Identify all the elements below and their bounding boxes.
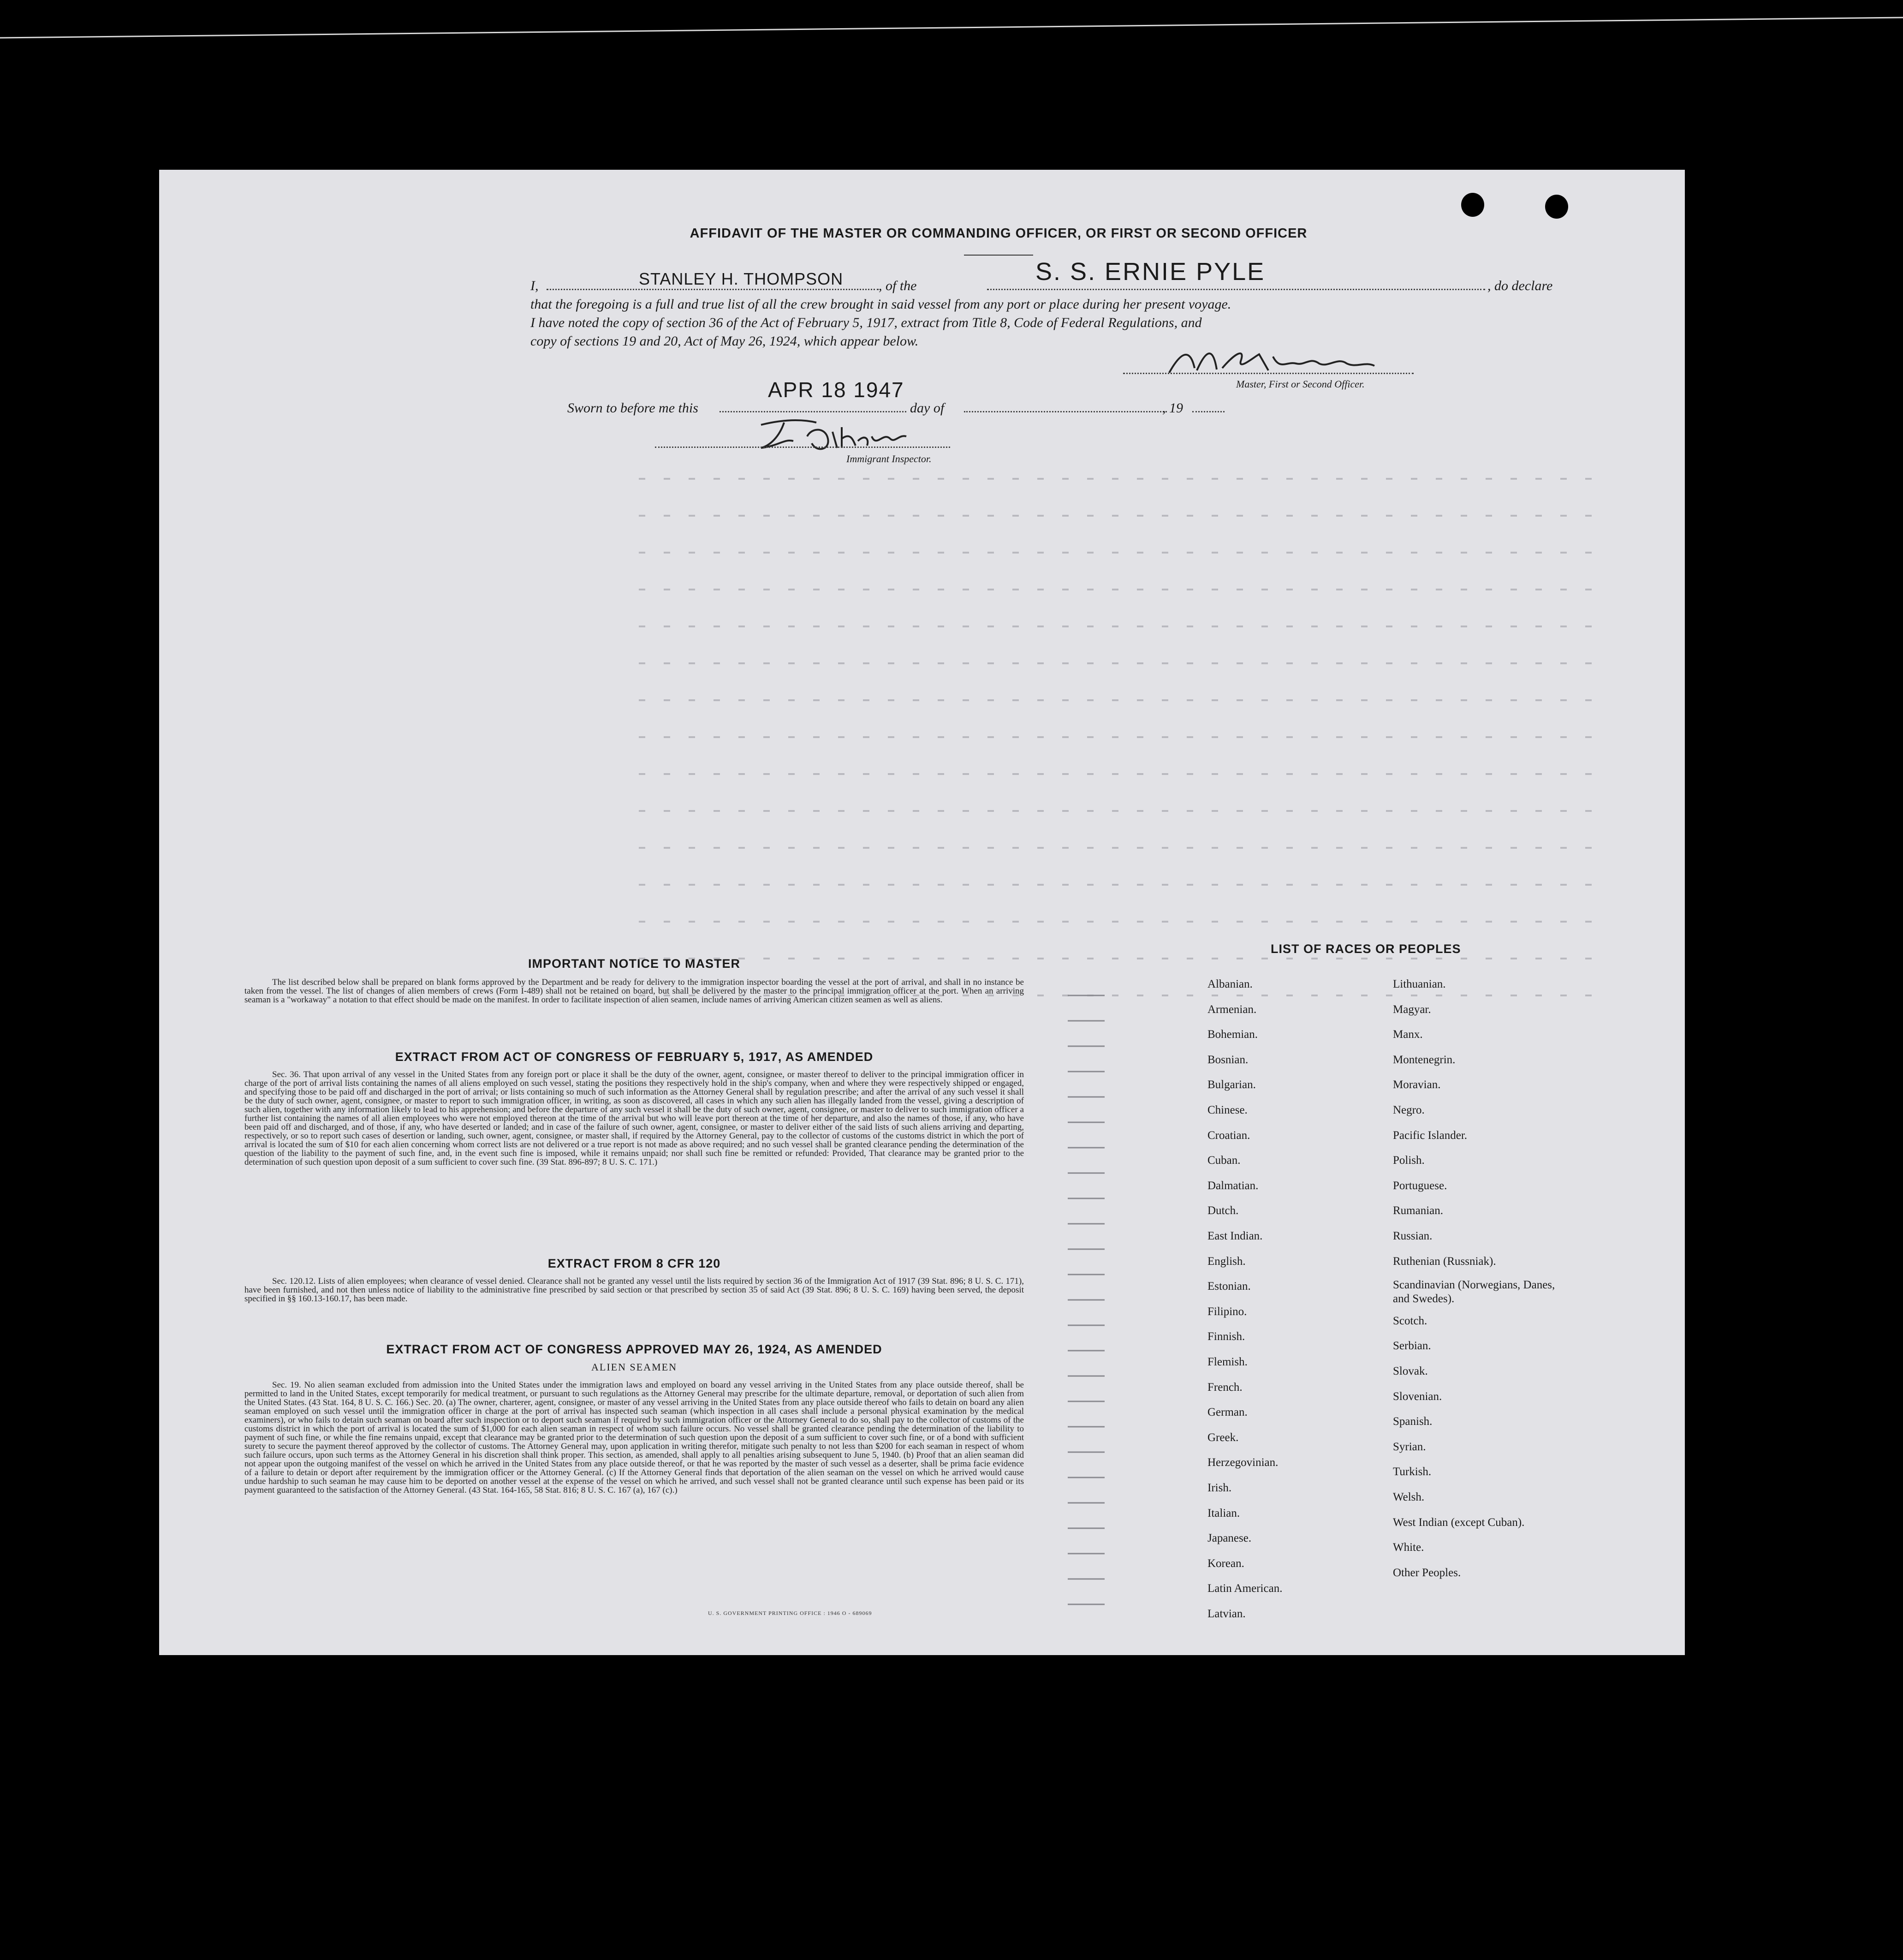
race-item: Latin American. bbox=[1207, 1582, 1283, 1595]
punch-hole bbox=[1545, 195, 1568, 219]
declaration-line-2: that the foregoing is a full and true list of all the crew brought in said vessel from any port or place during her present voyage. bbox=[530, 297, 1231, 312]
race-item: Scotch. bbox=[1393, 1314, 1427, 1327]
declarant-name: STANLEY H. THOMPSON bbox=[639, 269, 844, 288]
notice-body: The list described below shall be prepared on blank forms approved by the Department and be ready for delivery to the immigration inspector boarding the vessel at the port of arrival, and shall in no instance be taken from the vessel. The list of changes of alien members of crews (Form I-489) shall not be retained on board, but shall be delivered by the master to the principal immigration officer at the port. When an arriving seaman is a "workaway" a notation to that effect should be made on the manifest. In order to facilitate inspection of alien seamen, include names of arriving American citizen seamen as well as aliens. bbox=[244, 977, 1024, 1005]
race-item: Moravian. bbox=[1393, 1078, 1441, 1091]
race-item: Croatian. bbox=[1207, 1129, 1250, 1142]
race-item: Portuguese. bbox=[1393, 1179, 1447, 1192]
day-of-text: day of bbox=[910, 400, 945, 416]
punch-hole bbox=[1714, 1085, 1737, 1109]
sworn-month-line bbox=[964, 411, 1167, 412]
master-signature-line bbox=[1123, 373, 1414, 374]
document-sheet bbox=[159, 170, 1685, 1655]
extract-cfr-body: Sec. 120.12. Lists of alien employees; when clearance of vessel denied. Clearance shall not be granted any vessel until the lists required by section 36 of the Immigration Act of 1917 (39 Stat. 896; 8 U. S. C. 171), have been furnished, and not then unless notice of liability to the administrative fine prescribed by said section or that prescribed by section 35 of said Act (39 Stat. 896; 8 U. S. C. 169) having been served, the deposit specified in §§ 160.13-160.17, has been made. bbox=[244, 1276, 1024, 1304]
title-rule bbox=[964, 255, 1033, 256]
race-item: Cuban. bbox=[1207, 1154, 1241, 1167]
printing-office-footer: U. S. GOVERNMENT PRINTING OFFICE : 1946 O - 689069 bbox=[708, 1610, 872, 1616]
race-item: Turkish. bbox=[1393, 1466, 1432, 1478]
race-item: Syrian. bbox=[1393, 1440, 1426, 1453]
master-caption: Master, First or Second Officer. bbox=[1236, 378, 1365, 390]
punch-hole bbox=[1713, 1160, 1736, 1184]
race-item: Dalmatian. bbox=[1207, 1179, 1259, 1192]
races-title: LIST OF RACES OR PEOPLES bbox=[1271, 942, 1461, 956]
page-edge-line bbox=[0, 0, 1903, 42]
extract-1924-subtitle: ALIEN SEAMEN bbox=[591, 1361, 677, 1373]
inspector-signature bbox=[752, 413, 927, 455]
race-item: Flemish. bbox=[1207, 1356, 1248, 1368]
punch-hole bbox=[1461, 193, 1484, 217]
race-item: Irish. bbox=[1207, 1482, 1232, 1494]
race-item: German. bbox=[1207, 1406, 1248, 1419]
punch-hole bbox=[1713, 1375, 1736, 1399]
race-item: Bohemian. bbox=[1207, 1028, 1258, 1041]
race-item: Polish. bbox=[1393, 1154, 1425, 1167]
punch-hole bbox=[1707, 297, 1730, 321]
declaration-line-4: copy of sections 19 and 20, Act of May 26, 1924, which appear below. bbox=[530, 334, 919, 349]
bleed-through-dashes bbox=[1063, 991, 1114, 1637]
of-the-text: , of the bbox=[879, 278, 917, 293]
race-item: Armenian. bbox=[1207, 1003, 1257, 1016]
affidavit-title: AFFIDAVIT OF THE MASTER OR COMMANDING OFFICER, OR FIRST OR SECOND OFFICER bbox=[690, 226, 1308, 241]
punch-hole bbox=[1707, 374, 1731, 398]
bleed-through-marks bbox=[639, 465, 1607, 1009]
extract-1917-body: Sec. 36. That upon arrival of any vessel in the United States from any foreign port or place it shall be the duty of the owner, agent, consignee, or master thereof to deliver to the principal immigration officer in charge of the port of arrival lists containing the names of all aliens employed on such vessel, stating the positions they respectively hold in the ship's company, when and where they were respectively shipped or engaged, and specifying those to be paid off and discharged in the port of arrival; or lists containing so much of such information as the Attorney General shall by regulation prescribe; and after the arrival of any such vessel it shall be the duty of such owner, agent, consignee, or master to report to such immigration officer, in writing, as soon as discovered, all cases in which any such alien has illegally landed from the vessel, giving a description of such alien, together with any information likely to lead to his apprehension; and before the departure of any such vessel it shall be the duty of such owner, agent, consignee, or master to deliver to such immigration officer a further list containing the names of all alien employees who were not employed thereon at the time of the arrival but who will leave port thereon at the time of her departure, and also the names of those, if any, who have been paid off and discharged, and of those, if any, who have deserted or landed; and in case of the failure of such owner, agent, consignee, or master to deliver either of the said lists of such aliens arriving and departing, respectively, or so to report such cases of desertion or landing, such owner, agent, consignee, or master shall, if required by the Attorney General, pay to the collector of customs of the customs district in which the port of arrival is located the sum of $10 for each alien concerning whom correct lists are not delivered or a true report is not made as above required; and no such vessel shall be granted clearance pending the determination of the question of the liability to the payment of such fine, and, in the event such fine is imposed, while it remains unpaid; nor shall such fine be remitted or refunded: Provided, That clearance may be granted prior to the determination of such question upon deposit of a sum sufficient to cover such fine. (39 Stat. 896-897; 8 U. S. C. 171.) bbox=[244, 1070, 1024, 1167]
master-signature bbox=[1162, 343, 1384, 377]
race-item: Bulgarian. bbox=[1207, 1078, 1256, 1091]
punch-hole bbox=[1707, 670, 1731, 694]
year-prefix: , 19 bbox=[1162, 400, 1183, 416]
race-item: Filipino. bbox=[1207, 1305, 1247, 1318]
race-item: White. bbox=[1393, 1541, 1424, 1554]
do-declare-text: , do declare bbox=[1487, 278, 1553, 293]
race-item: Latvian. bbox=[1207, 1608, 1246, 1620]
race-item: West Indian (except Cuban). bbox=[1393, 1516, 1525, 1529]
race-item: Chinese. bbox=[1207, 1104, 1248, 1116]
declarant-name-line bbox=[547, 289, 879, 290]
punch-hole bbox=[1713, 1449, 1736, 1473]
race-item: Greek. bbox=[1207, 1431, 1239, 1444]
race-item: French. bbox=[1207, 1381, 1243, 1394]
sworn-prefix: Sworn to before me this bbox=[567, 400, 698, 416]
punch-hole bbox=[1707, 239, 1731, 263]
race-item: Rumanian. bbox=[1393, 1204, 1444, 1217]
race-item: Italian. bbox=[1207, 1507, 1240, 1519]
race-item: Slovak. bbox=[1393, 1365, 1428, 1377]
notice-title: IMPORTANT NOTICE TO MASTER bbox=[528, 957, 740, 971]
inspector-caption: Immigrant Inspector. bbox=[846, 453, 932, 465]
punch-hole bbox=[1707, 595, 1731, 619]
race-item: Estonian. bbox=[1207, 1280, 1251, 1293]
race-item: East Indian. bbox=[1207, 1230, 1263, 1242]
race-item: Negro. bbox=[1393, 1104, 1425, 1116]
inspector-signature-line bbox=[655, 447, 950, 448]
race-item: Dutch. bbox=[1207, 1204, 1239, 1217]
race-item: Lithuanian. bbox=[1393, 978, 1446, 990]
race-item: English. bbox=[1207, 1255, 1246, 1268]
inspector-signature-text: T.C. Gibney bbox=[752, 413, 754, 414]
date-stamp: APR 18 1947 bbox=[768, 378, 904, 402]
race-item: Welsh. bbox=[1393, 1491, 1425, 1503]
extract-1917-title: EXTRACT FROM ACT OF CONGRESS OF FEBRUARY 5, 1917, AS AMENDED bbox=[395, 1050, 874, 1064]
race-item: Albanian. bbox=[1207, 978, 1253, 990]
vessel-name-line bbox=[987, 289, 1485, 290]
race-item: Japanese. bbox=[1207, 1532, 1252, 1545]
race-item: Ruthenian (Russniak). bbox=[1393, 1255, 1496, 1268]
declaration-line-3: I have noted the copy of section 36 of the Act of February 5, 1917, extract from Title 8, Code of Federal Regulations, and bbox=[530, 315, 1202, 330]
race-item: Herzegovinian. bbox=[1207, 1456, 1279, 1469]
punch-hole bbox=[1707, 345, 1731, 369]
race-item: Manx. bbox=[1393, 1028, 1423, 1041]
race-item: Pacific Islander. bbox=[1393, 1129, 1468, 1142]
sworn-day-line bbox=[720, 411, 906, 412]
race-item: Magyar. bbox=[1393, 1003, 1431, 1016]
race-item: Slovenian. bbox=[1393, 1390, 1442, 1403]
vessel-name: S. S. ERNIE PYLE bbox=[1035, 258, 1266, 286]
extract-1924-body: Sec. 19. No alien seaman excluded from admission into the United States under the immigration laws and employed on board any vessel arriving in the United States from any place outside thereof, shall be permitted to land in the United States, except temporarily for medical treatment, or pursuant to such regulations as the Attorney General may prescribe for the ultimate departure, removal, or deportation of such alien from the United States. (43 Stat. 164, 8 U. S. C. 166.) Sec. 20. (a) The owner, charterer, agent, consignee, or master of any vessel arriving in the United States from any place outside thereof who fails to detain on board any alien seaman employed on such vessel until the immigration officer in charge at the port of arrival has inspected such seaman (which inspection in all cases shall include a personal physical examination by the medical examiners), or who fails to detain such seaman on board after such inspection or to deport such seaman if required by such immigration officer or the Attorney General to do so, shall pay to the collector of customs of the customs district in which the port of arrival is located the sum of $1,000 for each alien seaman in respect of whom such failure occurs. No vessel shall be granted clearance pending the determination of the liability to payment of such fine, or while the fine remains unpaid, except that clearance may be granted prior to the determination of such question upon the deposit of a sum sufficient to cover such fine, or of a bond with sufficient surety to secure the payment thereof approved by the collector of customs. The Attorney General may, upon application in writing therefor, mitigate such penalty to not less than $200 for each seaman in respect of whom such failure occurs, upon such terms as the Attorney General in his discretion shall think proper. This section, as amended, shall apply to all penalties arising subsequent to June 5, 1940. (b) Proof that an alien seaman did not appear upon the outgoing manifest of the vessel on which he arrived in the United States from any place outside thereof, or that he was reported by the master of such vessel as a deserter, shall be prima facie evidence of a failure to detain or deport after requirement by the immigration officer or the Attorney General. (c) If the Attorney General finds that deportation of the alien seaman on the vessel on which he arrived would cause undue hardship to such seaman he may cause him to be deported on another vessel at the expense of the vessel on which he arrived, and such vessel shall not be granted clearance until such expense has been paid or its payment guaranteed to the satisfaction of the Attorney General. (43 Stat. 164-165, 58 Stat. 816; 8 U. S. C. 167 (a), 167 (c).) bbox=[244, 1380, 1024, 1495]
race-item: Finnish. bbox=[1207, 1330, 1245, 1343]
race-item: Spanish. bbox=[1393, 1415, 1433, 1428]
race-item: Bosnian. bbox=[1207, 1053, 1249, 1066]
race-item: Scandinavian (Norwegians, Danes, and Swedes). bbox=[1393, 1279, 1555, 1305]
extract-cfr-title: EXTRACT FROM 8 CFR 120 bbox=[547, 1257, 721, 1270]
extract-1924-title: EXTRACT FROM ACT OF CONGRESS APPROVED MAY 26, 1924, AS AMENDED bbox=[386, 1342, 882, 1356]
race-item: Serbian. bbox=[1393, 1340, 1431, 1352]
race-item: Other Peoples. bbox=[1393, 1566, 1461, 1579]
sworn-year-line bbox=[1192, 411, 1225, 412]
race-item: Korean. bbox=[1207, 1557, 1244, 1570]
race-item: Montenegrin. bbox=[1393, 1053, 1456, 1066]
race-item: Russian. bbox=[1393, 1230, 1433, 1242]
declarant-prefix: I, bbox=[530, 278, 539, 293]
